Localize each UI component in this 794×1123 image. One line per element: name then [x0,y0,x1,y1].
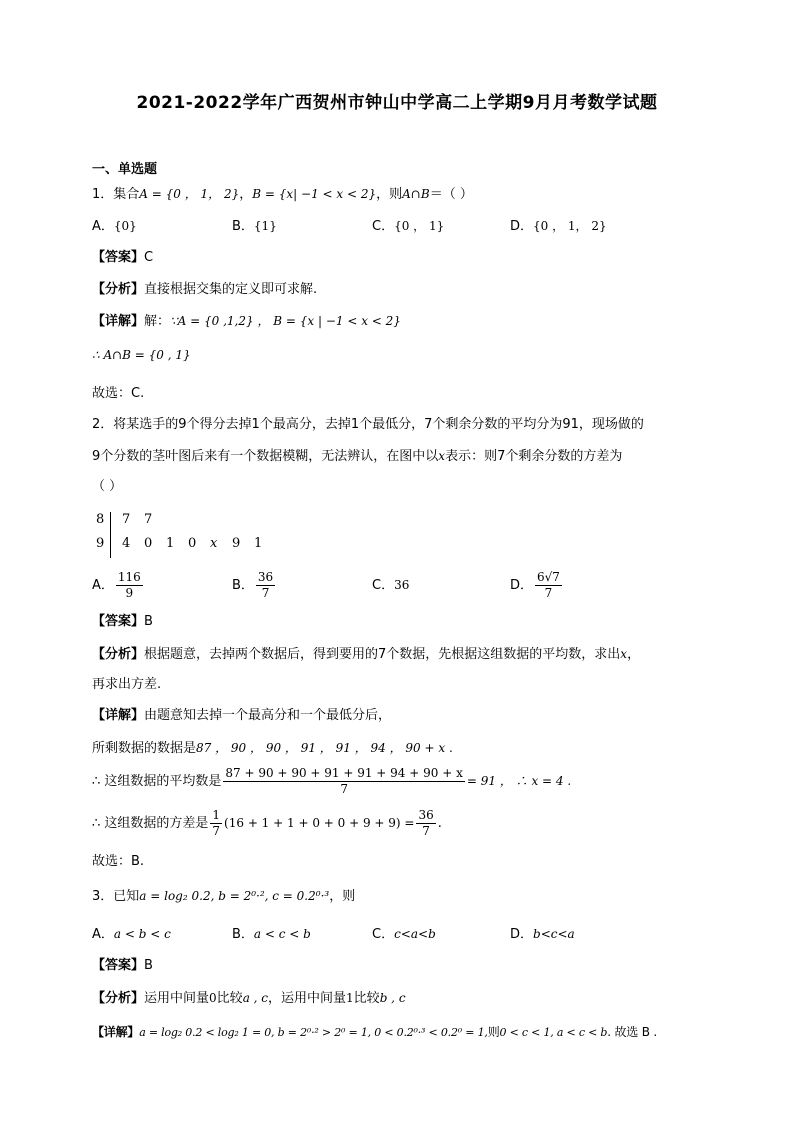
leaf-value: 0 [188,536,197,551]
leaf-value: 7 [144,512,153,527]
q1-set-b: B = {x| −1 < x < 2} [252,187,377,201]
stem-leaf-divider [110,512,111,558]
q1-result: ∴ A∩B = {0 , 1} [92,348,191,362]
q2-line2: 9个分数的茎叶图后来有一个数据模糊，无法辨认，在图中以x表示：则7个剩余分数的方差为 [92,449,623,464]
q2-detail-2: 所剩数据的数据是87 ， 90 ， 90 ， 91 ， 91 ， 94 ， 90 + x . [92,741,453,756]
q2-option-b: B． $\frac{36}{7}$ [232,570,274,600]
q3-analysis: 【分析】运用中间量0比较a , c，运用中间量1比较b , c [92,991,406,1006]
stem-value: 9 [96,536,105,551]
q2-option-c: C．36 [372,578,410,593]
q1-sep: ， [239,187,253,202]
leaf-value: 0 [144,536,153,551]
q2-detail-1: 【详解】由题意知去掉一个最高分和一个最低分后， [92,708,392,723]
q3-option-c: C．c<a<b [372,927,436,942]
q1-stem-mid: ，则 [376,187,403,202]
q1-set-a: A = {0 ， 1， 2} [139,187,240,201]
q2-line1: 2．将某选手的9个得分去掉1个最高分，去掉1个最低分，7个剩余分数的平均分为91，现场做的 [92,417,644,432]
q3-option-b: B．a < c < b [232,927,311,942]
q1-detail: 【详解】解：∵A = {0 ,1,2} ， B = {x | −1 < x < 2} [92,314,401,329]
q2-analysis-1: 【分析】根据题意，去掉两个数据后，得到要用的7个数据，先根据这组数据的平均数，求出x， [92,647,641,662]
q1-answer: 【答案】C [92,250,154,265]
q1-stem [92,184,473,205]
q2-answer: 【答案】B [92,614,153,629]
stem-value: 8 [96,512,105,527]
q1-option-c: C．{0 ， 1} [372,219,445,234]
q3-option-d: D．b<c<a [510,927,575,942]
leaf-value: 1 [166,536,175,551]
q1-stem-prefix: 1．集合 [92,187,140,202]
q1-option-a: A．{0} [92,219,137,234]
q1-select: 故选：C. [92,386,145,401]
page-title: 2021-2022学年广西贺州市钟山中学高二上学期9月月考数学试题 [136,93,658,113]
q3-stem: 3．已知a = log₂ 0.2, b = 2⁰·², c = 0.2⁰·³，则 [92,889,356,904]
leaf-value: 1 [254,536,263,551]
q1-analysis: 【分析】直接根据交集的定义即可求解. [92,282,318,297]
q1-option-b: B．{1} [232,219,277,234]
q3-detail: 【详解】a = log₂ 0.2 < log₂ 1 = 0, b = 2⁰·² > 2⁰ = 1, 0 < 0.2⁰·³ < 0.2⁰ = 1,则0 < c < 1, a < c < b. 故选 B . [92,1025,657,1039]
q2-paren: （ ） [92,479,123,494]
q1-option-d: D．{0 ， 1， 2} [510,219,607,234]
leaf-value: 4 [122,536,131,551]
leaf-value: 7 [122,512,131,527]
q1-expr: A∩B [402,187,430,201]
q2-mean-line: ∴ 这组数据的平均数是 $\frac{87 + 90 + 90 + 91 + 91 + 94 + 90 + x}{7}$ = 91 ， ∴ x = 4 . [92,766,572,796]
q3-answer: 【答案】B [92,958,153,973]
leaf-value: 9 [232,536,241,551]
section-heading: 一、单选题 [92,162,158,177]
q2-select: 故选：B. [92,854,145,869]
q1-stem-suffix: ＝（ ） [429,187,473,202]
q2-option-d: D． $\frac{6√7}{7}$ [510,570,560,600]
q3-option-a: A．a < b < c [92,927,171,942]
q2-variance-line: ∴ 这组数据的方差是 $\frac{1}{7}$ (16 + 1 + 1 + 0 + 0 + 9 + 9) = $\frac{36}{7}$ . [92,808,442,838]
q2-analysis-2: 再求出方差. [92,677,162,692]
q2-option-a: A． $\frac{116}{9}$ [92,570,141,600]
leaf-value-x: x [210,536,218,551]
